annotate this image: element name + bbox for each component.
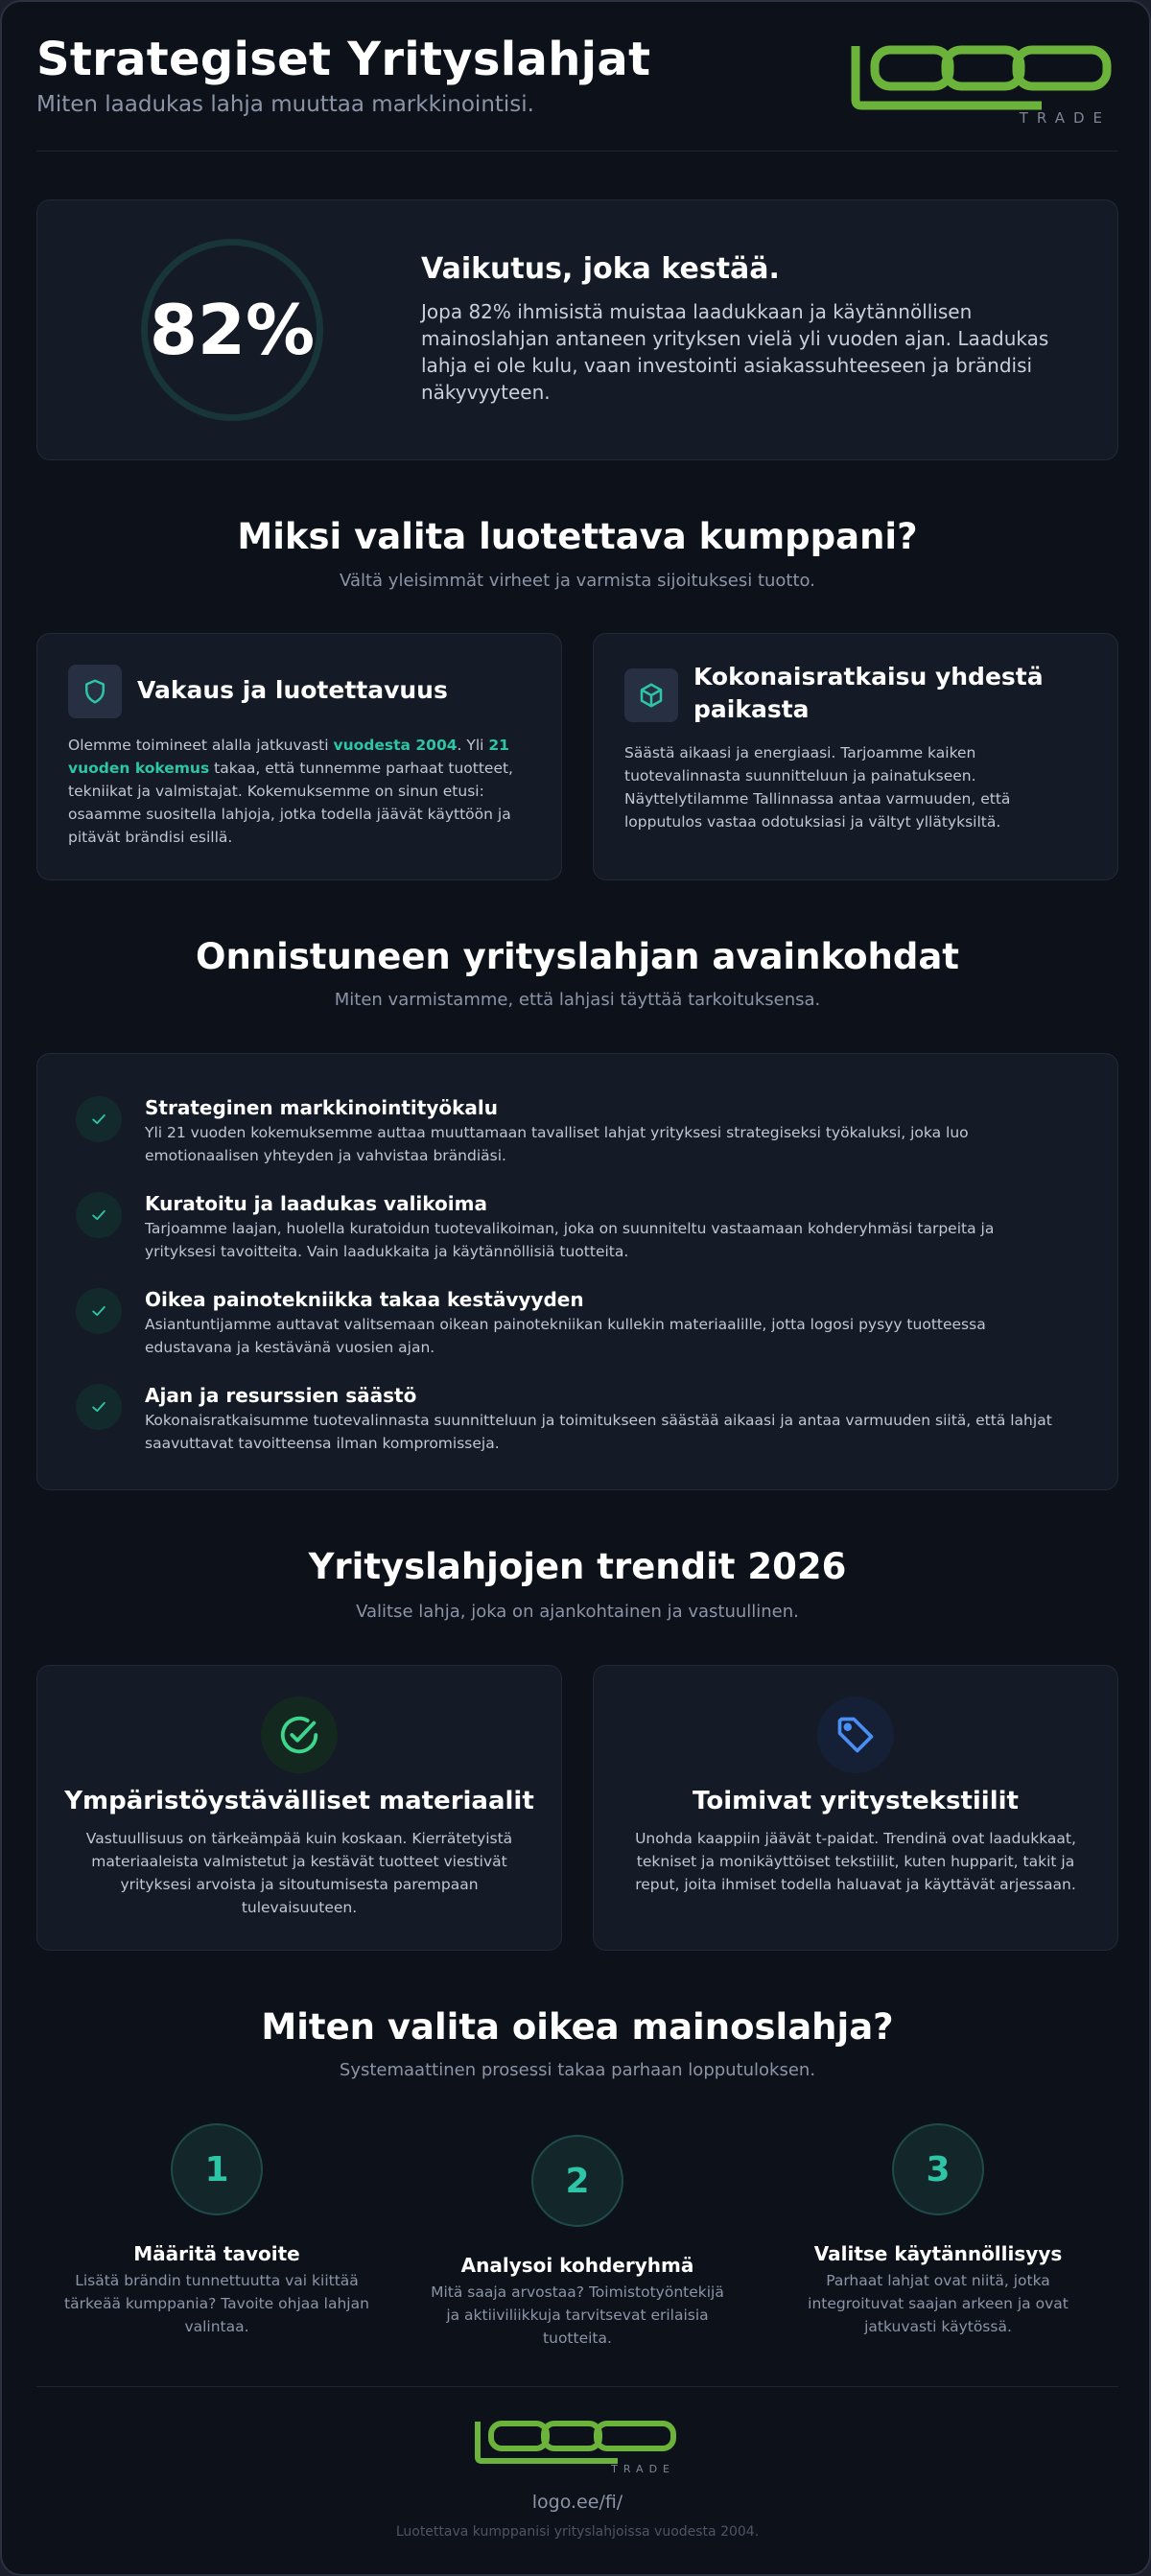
step-body: Parhaat lahjat ovat niitä, jotka integroituvat saajan arkeen ja ovat jatkuvasti käytössä. xyxy=(808,2272,1069,2335)
step-body: Lisätä brändin tunnettuutta vai kiittää tärkeää kumppania? Tavoite ohjaa lahjan valintaa. xyxy=(64,2272,369,2335)
footer-divider xyxy=(36,2386,1118,2387)
keys-title: Onnistuneen yrityslahjan avainkohdat xyxy=(196,936,959,977)
why-subtitle: Vältä yleisimmät virheet ja varmista sijoituksesi tuotto. xyxy=(340,571,815,591)
page-title: Strategiset Yrityslahjat xyxy=(36,33,651,86)
header xyxy=(36,33,1118,152)
feature-card-stability xyxy=(36,633,562,880)
list-item xyxy=(76,1384,1073,1461)
trends-title: Yrityslahjojen trendit 2026 xyxy=(308,1546,847,1587)
list-item-body: Kokonaisratkaisumme tuotevalinnasta suunnitteluun ja toimitukseen säästää aikaasi ja antaa varmuuden siitä, että lahjat saavuttavat tavoitteensa ilman kompromisseja. xyxy=(145,1412,1052,1452)
steps-title: Miten valita oikea mainoslahja? xyxy=(261,2006,894,2048)
footer-logo-wordmark: TRADE xyxy=(611,2463,675,2474)
list-item xyxy=(76,1192,1073,1269)
list-item-title: Strateginen markkinointityökalu xyxy=(145,1096,498,1119)
page-subtitle: Miten laadukas lahja muuttaa markkinointisi. xyxy=(36,92,534,117)
trend-title: Ympäristöystävälliset materiaalit xyxy=(64,1787,534,1815)
list-item xyxy=(76,1096,1073,1173)
list-item-body: Asiantuntijamme auttavat valitsemaan oikean painotekniikan kullekin materiaalille, jotta logosi pysyy tuotteessa edustavana ja kestävänä vuosien ajan. xyxy=(145,1316,986,1356)
stat-value: 82% xyxy=(149,290,316,370)
step-body: Mitä saaja arvostaa? Toimistotyöntekijä ja aktiiviliikkuja tarvitsevat erilaisia tuotteita. xyxy=(431,2283,724,2347)
feature-body: Olemme toimineet alalla jatkuvasti vuodesta 2004. Yli 21 vuoden kokemus takaa, että tunnemme parhaat tuotteet, tekniikat ja valmistajat. Kokemuksemme on sinun etusi: osaamme suositella lahjoja, jotka todella jäävät käyttöön ja pitävät brändisi esillä. xyxy=(68,737,513,846)
stat-body: Jopa 82% ihmisistä muistaa laadukkaan ja käytännöllisen mainoslahjan antaneen yrityksen vielä yli vuoden ajan. Laadukas lahja ei ole kulu, vaan investointi asiakassuhteeseen ja brändisi näkyvyyteen. xyxy=(421,300,1049,404)
feature-card-total-solution xyxy=(593,633,1118,880)
trends-subtitle: Valitse lahja, joka on ajankohtainen ja vastuullinen. xyxy=(356,1602,799,1622)
trend-body: Unohda kaappiin jäävät t-paidat. Trendinä ovat laadukkaat, tekniset ja monikäyttöiset tekstiilit, kuten hupparit, takit ja reput, joita ihmiset todella haluavat ja käyttävät arjessaan. xyxy=(635,1830,1076,1893)
check-icon xyxy=(76,1384,122,1430)
step-title: Määritä tavoite xyxy=(133,2242,300,2265)
footer-link[interactable]: logo.ee/fi/ xyxy=(531,2492,623,2513)
steps-subtitle: Systemaattinen prosessi takaa parhaan lopputuloksen. xyxy=(339,2060,816,2080)
list-item-title: Oikea painotekniikka takaa kestävyyden xyxy=(145,1288,584,1311)
feature-body: Säästä aikaasi ja energiaasi. Tarjoamme kaiken tuotevalinnasta suunnitteluun ja painatukseen. Näyttelytilamme Tallinnassa antaa varmuuden, että lopputulos vastaa odotuksiasi ja vältyt yllätyksiltä. xyxy=(624,744,1011,831)
highlight-year: vuodesta 2004 xyxy=(333,737,458,754)
check-icon xyxy=(76,1288,122,1334)
footer-note: Luotettava kumppanisi yrityslahjoissa vuodesta 2004. xyxy=(395,2524,760,2540)
logo-wordmark: TRADE xyxy=(1019,109,1111,127)
feature-title: Vakaus ja luotettavuus xyxy=(137,676,448,704)
keys-subtitle: Miten varmistamme, että lahjasi täyttää tarkoituksensa. xyxy=(334,990,821,1010)
step-number: 2 xyxy=(531,2135,623,2227)
box-icon xyxy=(624,668,678,722)
key-points-card xyxy=(36,1053,1118,1490)
step-title: Valitse käytännöllisyys xyxy=(813,2242,1063,2265)
feature-title: Kokonaisratkaisu yhdestä paikasta xyxy=(693,663,1044,723)
list-item xyxy=(76,1288,1073,1365)
logotrade-logo[interactable] xyxy=(850,42,1118,129)
check-icon xyxy=(76,1096,122,1142)
trend-card-textiles xyxy=(593,1665,1118,1951)
trend-body: Vastuullisuus on tärkeämpää kuin koskaan. Kierrätetyistä materiaaleista valmistetut ja kestävät tuotteet viestivät yrityksesi arvoista ja sitoutumisesta parempaan tulevaisuuteen. xyxy=(85,1830,513,1916)
step-1 xyxy=(44,2123,389,2338)
stat-heading: Vaikutus, joka kestää. xyxy=(421,252,780,286)
list-item-title: Kuratoitu ja laadukas valikoima xyxy=(145,1192,487,1215)
check-circle-icon xyxy=(261,1697,338,1773)
list-item-title: Ajan ja resurssien säästö xyxy=(145,1384,417,1407)
stat-card xyxy=(36,199,1118,460)
list-item-body: Tarjoamme laajan, huolella kuratoidun tuotevalikoiman, joka on suunniteltu vastaamaan kohderyhmäsi tarpeita ja yrityksesi tavoitteita. Vain laadukkaita ja käytännöllisiä tuotteita. xyxy=(145,1220,995,1260)
check-icon xyxy=(76,1192,122,1238)
trend-card-eco xyxy=(36,1665,562,1951)
list-item-body: Yli 21 vuoden kokemuksemme auttaa muuttamaan tavalliset lahjat yrityksesi strategiseksi työkaluksi, joka luo emotionaalisen yhteyden ja vahvistaa brändiäsi. xyxy=(145,1124,969,1164)
step-number: 3 xyxy=(892,2123,984,2215)
why-title: Miksi valita luotettava kumppani? xyxy=(237,516,918,557)
tag-icon xyxy=(817,1697,894,1773)
step-2 xyxy=(405,2135,750,2350)
step-number: 1 xyxy=(171,2123,263,2215)
step-title: Analysoi kohderyhmä xyxy=(460,2254,694,2277)
step-3 xyxy=(765,2123,1111,2338)
shield-icon xyxy=(68,665,122,718)
trend-title: Toimivat yritystekstiilit xyxy=(693,1787,1019,1815)
highlight-experience: 21 vuoden kokemus xyxy=(68,737,509,777)
footer-logo[interactable] xyxy=(474,2419,681,2474)
